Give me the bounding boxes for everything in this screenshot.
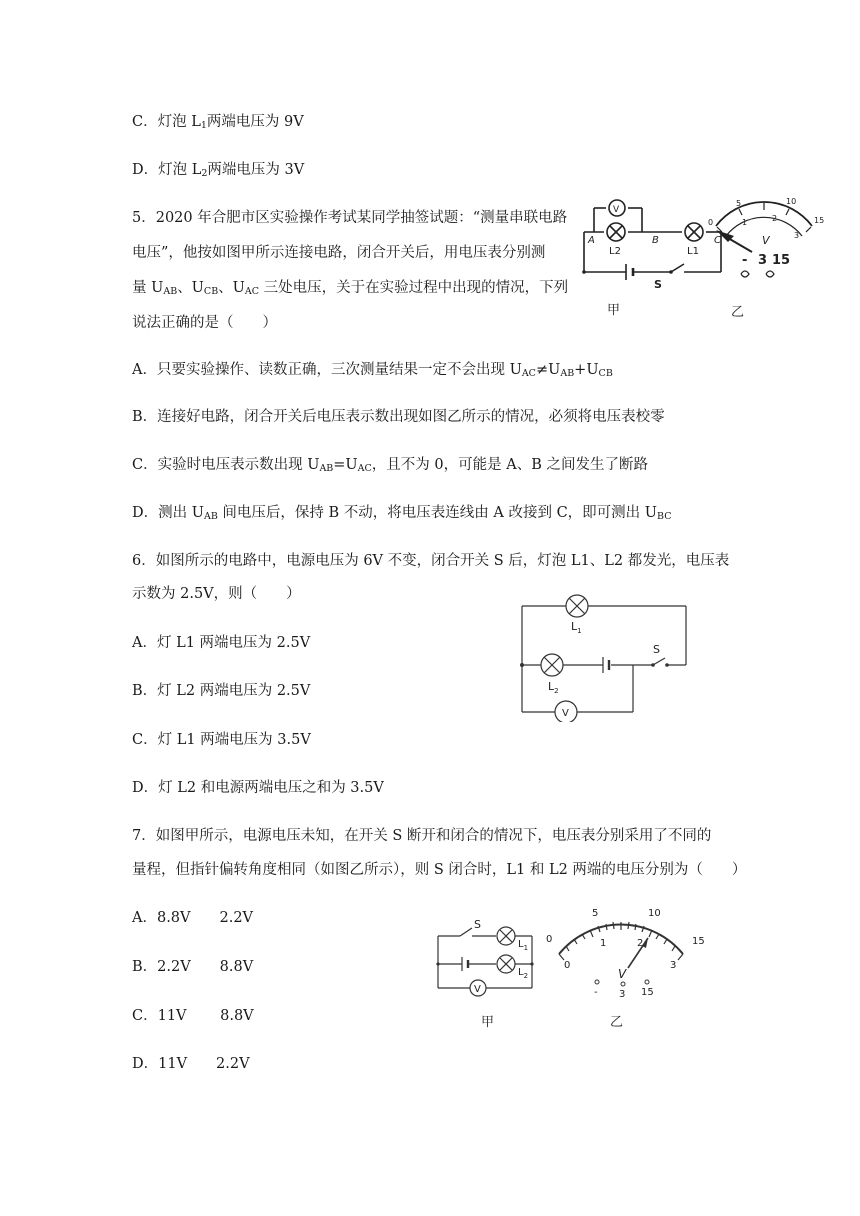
q5-stem-line-4: 说法正确的是（ ） [132, 315, 277, 331]
subscript: 2 [201, 168, 208, 179]
lamp-l1-label: $L_1$ [518, 939, 529, 952]
q7-stem-line-2: 量程，但指针偏转角度相同（如图乙所示），则 S 闭合时，L1 和 L2 两端的电压分别为（ ） [132, 862, 747, 878]
q6-stem-line-2: 示数为 2.5V，则（ ） [132, 586, 301, 602]
scale-bottom-0: 0 [564, 960, 571, 971]
caption-yi: 乙 [731, 305, 745, 320]
scale-top-0: 0 [546, 934, 553, 945]
scale-top-10: 10 [648, 908, 661, 919]
subscript: AB [319, 463, 334, 474]
q7-figure [430, 902, 720, 1032]
scale-top-0: 0 [708, 218, 714, 227]
terminal-15: 15 [772, 253, 791, 268]
q5-figure [576, 192, 826, 322]
subscript: AC [244, 286, 260, 297]
caption-yi: 乙 [610, 1015, 624, 1030]
lamp-l1-label: $L_1$ [571, 620, 582, 635]
scale-bottom-3: 3 [794, 231, 800, 240]
subscript: 1 [200, 120, 207, 131]
node-a-label: A [588, 235, 595, 246]
text: +U [574, 362, 599, 378]
text: A．只要实验操作、读数正确，三次测量结果一定不会出现 U [132, 362, 522, 378]
q6-stem-line-1: 6．如图所示的电路中，电源电压为 6V 不变，闭合开关 S 后，灯泡 L1、L2 都发光，电压表 [132, 553, 730, 569]
subscript: AC [357, 463, 372, 474]
q4-option-d [132, 160, 304, 180]
q5-option-c [132, 455, 648, 475]
q7-figure-svg [430, 902, 720, 1032]
q7-option-d: D．11V 2.2V [132, 1056, 250, 1072]
caption-jia: 甲 [481, 1015, 495, 1030]
text: 量 U [132, 280, 164, 296]
terminal-15: 15 [641, 987, 654, 998]
scale-bottom-2: 2 [772, 214, 778, 223]
subscript: AB [203, 511, 218, 522]
option-text: D．灯泡 L [132, 162, 202, 178]
text: ，且不为 0，可能是 A、B 之间发生了断路 [371, 457, 648, 473]
switch-label: S [654, 278, 662, 291]
subscript: BC [657, 511, 672, 522]
lamp-l1-label: L1 [687, 246, 699, 257]
dial-symbol: V [762, 234, 770, 247]
q5-stem-line-2: 电压”，他按如图甲所示连接电路，闭合开关后，用电压表分别测 [132, 245, 546, 261]
voltmeter-label: V [474, 984, 481, 995]
q5-option-d [132, 503, 671, 523]
lamp-l2-label: $L_2$ [518, 967, 529, 980]
q6-option-d: D．灯 L2 和电源两端电压之和为 3.5V [132, 780, 384, 796]
scale-top-10: 10 [786, 197, 797, 206]
text: 、U [177, 280, 204, 296]
scale-top-15: 15 [692, 936, 705, 947]
text: ≠U [535, 362, 561, 378]
q5-option-b: B．连接好电路，闭合开关后电压表示数出现如图乙所示的情况，必须将电压表校零 [132, 409, 665, 425]
q5-stem-line-3 [132, 278, 568, 298]
terminal-neg: - [742, 253, 748, 268]
q7-option-a: A．8.8V 2.2V [132, 910, 254, 926]
scale-bottom-2: 2 [637, 938, 644, 949]
q6-figure [515, 592, 695, 722]
q7-option-c: C．11V 8.8V [132, 1008, 254, 1024]
q7-stem-line-1: 7．如图甲所示，电源电压未知，在开关 S 断开和闭合的情况下，电压表分别采用了不同的 [132, 828, 712, 844]
caption-jia: 甲 [607, 303, 621, 318]
scale-bottom-1: 1 [742, 218, 748, 227]
text: 间电压后，保持 B 不动，将电压表连线由 A 改接到 C，即可测出 U [217, 505, 658, 521]
option-text: 两端电压为 3V [207, 162, 305, 178]
text: D．测出 U [132, 505, 204, 521]
q5-option-a [132, 360, 613, 380]
subscript: CB [203, 286, 219, 297]
voltmeter-label: V [562, 708, 569, 719]
terminal-3: 3 [619, 989, 626, 1000]
q5-stem-line-1: 5．2020 年合肥市区实验操作考试某同学抽签试题：“测量串联电路 [132, 210, 568, 226]
q6-option-a: A．灯 L1 两端电压为 2.5V [132, 635, 311, 651]
text: 、U [218, 280, 245, 296]
node-b-label: B [652, 235, 659, 246]
terminal-neg: - [594, 987, 598, 998]
dial-symbol: V [618, 967, 627, 981]
q6-option-c: C．灯 L1 两端电压为 3.5V [132, 732, 311, 748]
scale-top-15: 15 [814, 216, 825, 225]
scale-top-5: 5 [736, 199, 742, 208]
switch-label: S [474, 918, 481, 931]
scale-top-5: 5 [592, 908, 599, 919]
scale-bottom-3: 3 [670, 960, 677, 971]
lamp-l2-label: L2 [609, 246, 621, 257]
q6-figure-svg [515, 592, 695, 722]
scale-bottom-1: 1 [600, 938, 607, 949]
option-text: 两端电压为 9V [206, 114, 304, 130]
voltmeter-label: V [613, 205, 620, 215]
text: 三处电压，关于在实验过程中出现的情况，下列 [259, 280, 569, 296]
text: =U [333, 457, 358, 473]
subscript: AC [521, 368, 536, 379]
node-c-label: C [714, 235, 721, 246]
lamp-l2-label: $L_2$ [548, 680, 559, 695]
terminal-3: 3 [758, 253, 768, 268]
switch-label: S [653, 643, 660, 656]
q5-figure-svg [576, 192, 826, 322]
q7-option-b: B．2.2V 8.8V [132, 959, 254, 975]
text: C．实验时电压表示数出现 U [132, 457, 320, 473]
q4-option-c [132, 112, 304, 132]
subscript: AB [163, 286, 178, 297]
q6-option-b: B．灯 L2 两端电压为 2.5V [132, 683, 311, 699]
subscript: CB [598, 368, 613, 379]
option-text: C．灯泡 L [132, 114, 201, 130]
subscript: AB [560, 368, 575, 379]
